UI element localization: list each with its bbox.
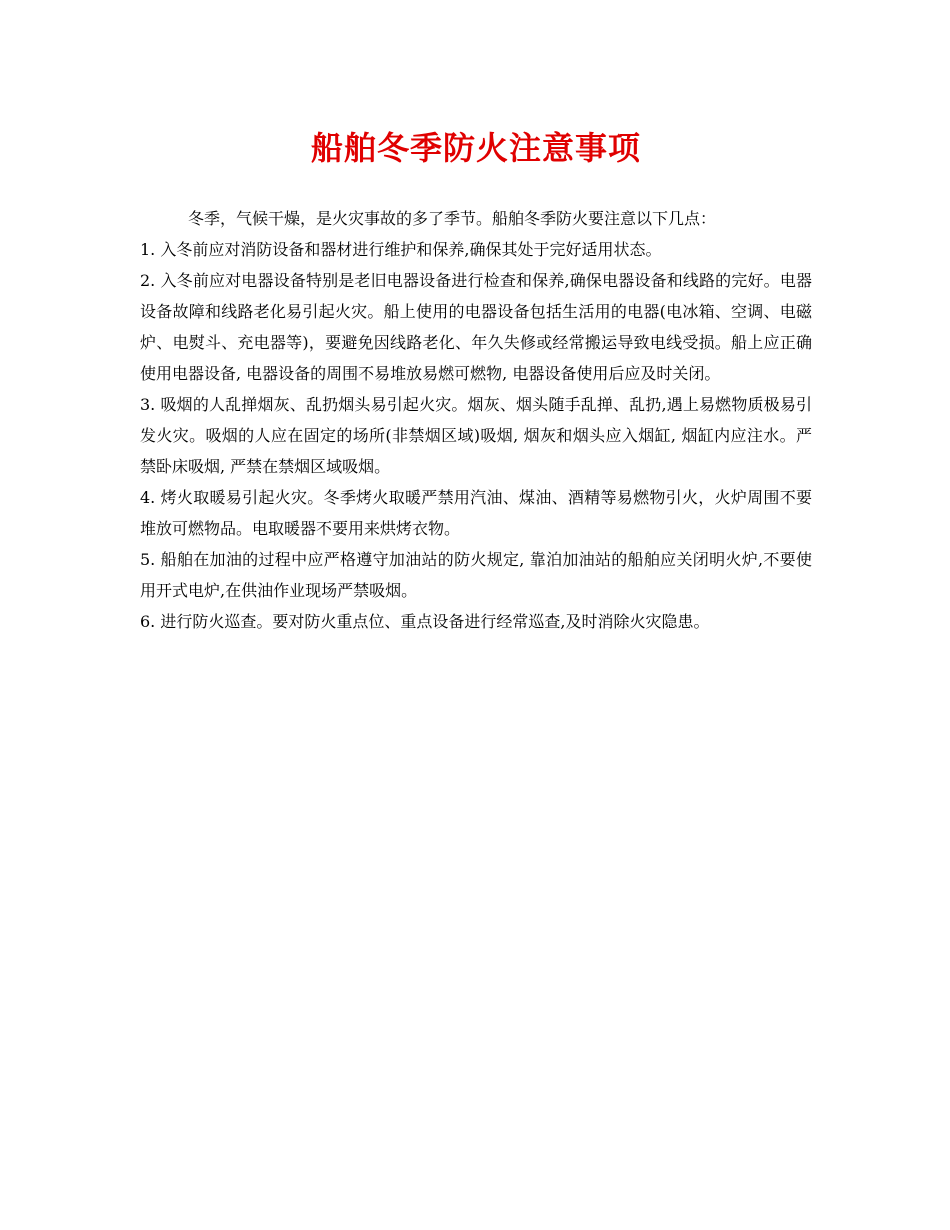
- list-item: 4. 烤火取暖易引起火灾。冬季烤火取暖严禁用汽油、煤油、酒精等易燃物引火，火炉周围不要堆放可燃物品。电取暖器不要用来烘烤衣物。: [140, 488, 812, 538]
- document-title: 船舶冬季防火注意事项: [310, 129, 641, 167]
- intro-paragraph: 冬季，气候干燥，是火灾事故的多了季节。船舶冬季防火要注意以下几点：: [188, 209, 717, 228]
- list-item: 6. 进行防火巡查。要对防火重点位、重点设备进行经常巡查,及时消除火灾隐患。: [140, 612, 710, 631]
- list-item: 3. 吸烟的人乱掸烟灰、乱扔烟头易引起火灾。烟灰、烟头随手乱掸、乱扔,遇上易燃物质极易引发火灾。吸烟的人应在固定的场所(非禁烟区域)吸烟, 烟灰和烟头应入烟缸, 烟缸内应注水。严禁卧床吸烟, 严禁在禁烟区域吸烟。: [140, 395, 812, 476]
- document-body: [140, 203, 812, 637]
- list-item: 1. 入冬前应对消防设备和器材进行维护和保养,确保其处于完好适用状态。: [140, 240, 662, 259]
- list-item: 2. 入冬前应对电器设备特别是老旧电器设备进行检查和保养,确保电器设备和线路的完好。电器设备故障和线路老化易引起火灾。船上使用的电器设备包括生活用的电器(电冰箱、空调、电磁炉、电熨斗、充电器等)，要避免因线路老化、年久失修或经常搬运导致电线受损。船上应正确使用电器设备, 电器设备的周围不易堆放易燃可燃物, 电器设备使用后应及时关闭。: [140, 271, 812, 383]
- list-item: 5. 船舶在加油的过程中应严格遵守加油站的防火规定, 靠泊加油站的船舶应关闭明火炉,不要使用开式电炉,在供油作业现场严禁吸烟。: [140, 550, 812, 600]
